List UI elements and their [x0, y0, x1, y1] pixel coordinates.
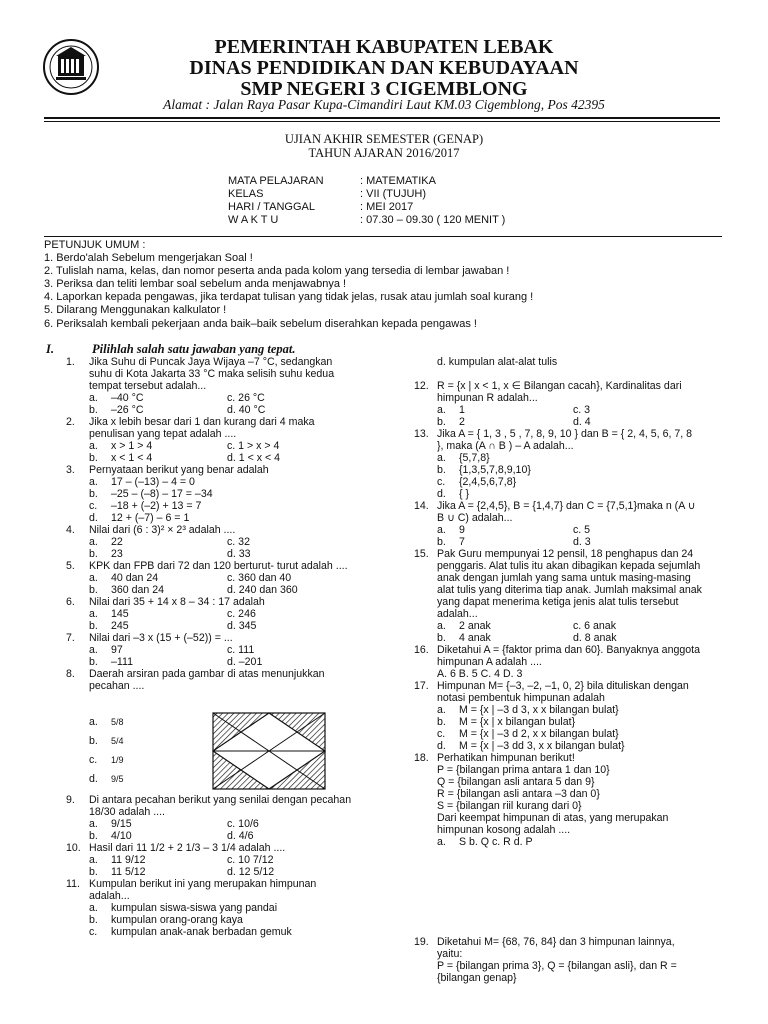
question-text: yaitu:: [437, 948, 463, 960]
option-text: 12 + (–7) – 6 = 1: [111, 512, 190, 524]
question-number: 2.: [66, 416, 75, 428]
question-line: [66, 512, 348, 524]
instruction-line: 2. Tulislah nama, kelas, dan nomor peserta anda pada kolom yang tersedia di lembar jawaban !: [44, 265, 510, 278]
question-line: [414, 560, 702, 572]
question-line: [66, 404, 348, 416]
option-text: {2,4,5,6,7,8}: [459, 476, 517, 488]
question-line: [414, 836, 702, 848]
header-department: DINAS PENDIDIKAN DAN KEBUDAYAAN: [189, 57, 579, 79]
question-line: [66, 368, 348, 380]
question-line: [414, 948, 677, 960]
question-text: Jika Suhu di Puncak Jaya Wijaya –7 °C, sedangkan: [89, 356, 333, 368]
question-text: Q = {bilangan asli antara 5 dan 9}: [437, 776, 595, 788]
question-line: [414, 368, 702, 380]
question-line: [414, 716, 702, 728]
questions-left-column: [66, 356, 348, 692]
option-text: d. 33: [227, 548, 251, 560]
question-line: [414, 788, 702, 800]
question-line: [66, 644, 348, 656]
meta-divider: [44, 236, 722, 237]
question-number: 15.: [414, 548, 429, 560]
option-text: –111: [111, 656, 133, 668]
question-line: [66, 818, 351, 830]
question-text: R = {bilangan asli antara –3 dan 0}: [437, 788, 600, 800]
option-text: c. 1 > x > 4: [227, 440, 280, 452]
question-line: [414, 752, 702, 764]
option-text: d. 3: [573, 536, 591, 548]
option-letter: c.: [89, 500, 98, 512]
question-line: [414, 512, 702, 524]
option-text: –18 + (–2) + 13 = 7: [111, 500, 202, 512]
option-text: c. 3: [573, 404, 591, 416]
question-number: 8.: [66, 668, 75, 680]
option-text: 360 dan 24: [111, 584, 165, 596]
question-text: Jika A = {2,4,5}, B = {1,4,7} dan C = {7,5,1}maka n (A ∪: [437, 500, 696, 512]
question-line: [66, 806, 351, 818]
question-text: adalah...: [437, 608, 478, 620]
question-text: anak dengan jumlah yang sama untuk masing-masing: [437, 572, 691, 584]
option-text: 4/10: [111, 830, 132, 842]
meta-value: : MATEMATIKA: [360, 175, 436, 187]
question-number: 9.: [66, 794, 75, 806]
option-text: 2 anak: [459, 620, 491, 632]
question-line: [414, 620, 702, 632]
option-letter: a.: [437, 620, 446, 632]
option-text: M = {x | –3 d 3, x x bilangan bulat}: [459, 704, 619, 716]
header-government: PEMERINTAH KABUPATEN LEBAK: [214, 36, 554, 58]
option-text: M = {x | –3 dd 3, x x bilangan bulat}: [459, 740, 625, 752]
option-text: c. 26 °C: [227, 392, 265, 404]
option-text: M = {x | –3 d 2, x x bilangan bulat}: [459, 728, 619, 740]
option-letter: c.: [437, 728, 446, 740]
question-line: [414, 740, 702, 752]
question-text: Kumpulan berikut ini yang merupakan himpunan: [89, 878, 317, 890]
section-title: Pilihlah salah satu jawaban yang tepat.: [92, 342, 296, 356]
question-text: Himpunan M= {–3, –2, –1, 0, 2} bila dituliskan dengan: [437, 680, 689, 692]
option-text: 2: [459, 416, 465, 428]
question-line: [414, 960, 677, 972]
meta-key: MATA PELAJARAN: [228, 175, 324, 187]
question-number: 3.: [66, 464, 75, 476]
option-text: 9/15: [111, 818, 132, 830]
instruction-line: 4. Laporkan kepada pengawas, jika terdapat tulisan yang tidak jelas, rusak atau jumlah soal kurang !: [44, 291, 534, 304]
option-letter: a.: [89, 476, 98, 488]
option-letter: a.: [437, 404, 446, 416]
exam-year: TAHUN AJARAN 2016/2017: [308, 146, 460, 160]
question-line: [414, 692, 702, 704]
question-text: penulisan yang tepat adalah ....: [89, 428, 237, 440]
question-line: [414, 800, 702, 812]
option-letter: b.: [89, 452, 98, 464]
option-letter: c.: [89, 754, 98, 766]
question-line: [66, 842, 351, 854]
question-8-option: [66, 773, 124, 792]
option-text: c. 6 anak: [573, 620, 616, 632]
question-8-option: [66, 716, 124, 735]
question-line: [414, 452, 702, 464]
instruction-line: 1. Berdo'alah Sebelum mengerjakan Soal !: [44, 252, 253, 265]
option-text: d. 8 anak: [573, 632, 617, 644]
question-line: [414, 704, 702, 716]
question-number: 16.: [414, 644, 429, 656]
question-text: suhu di Kota Jakarta 33 °C maka selisih suhu kedua: [89, 368, 335, 380]
option-text: d. 12 5/12: [227, 866, 275, 878]
questions-right-column-continued: [414, 936, 677, 984]
question-line: [414, 668, 702, 680]
question-line: [66, 392, 348, 404]
question-line: [66, 560, 348, 572]
question-text: Nilai dari 35 + 14 x 8 – 34 : 17 adalah: [89, 596, 265, 608]
option-letter: a.: [89, 572, 98, 584]
question-number: 10.: [66, 842, 81, 854]
option-letter: d.: [89, 773, 98, 785]
option-letter: a.: [89, 608, 98, 620]
question-number: 5.: [66, 560, 75, 572]
option-letter: b.: [89, 866, 98, 878]
meta-row: [228, 175, 505, 188]
exam-title: UJIAN AKHIR SEMESTER (GENAP): [284, 132, 484, 146]
question-number: 18.: [414, 752, 429, 764]
question-line: [414, 812, 702, 824]
option-letter: a.: [89, 854, 98, 866]
question-line: [66, 488, 348, 500]
meta-key: W A K T U: [228, 214, 279, 226]
option-text: 23: [111, 548, 123, 560]
question-text: R = {x | x < 1, x ∈ Bilangan cacah}, Kardinalitas dari: [437, 380, 682, 392]
question-text: B ∪ C) adalah...: [437, 512, 513, 524]
option-letter: a.: [89, 818, 98, 830]
option-letter: a.: [437, 704, 446, 716]
question-line: [414, 536, 702, 548]
option-letter: a.: [89, 440, 98, 452]
option-text: c. 32: [227, 536, 250, 548]
option-letter: a.: [89, 536, 98, 548]
instructions: [44, 239, 533, 331]
option-text: 245: [111, 620, 129, 632]
instruction-line: 3. Periksa dan teliti lembar soal sebelum anda menjawabnya !: [44, 278, 347, 291]
header-divider-thick: [44, 117, 720, 119]
question-line: [66, 596, 348, 608]
question-line: [414, 416, 702, 428]
option-fraction: 5/4: [111, 736, 124, 746]
question-line: [66, 902, 351, 914]
option-text: –40 °C: [111, 392, 144, 404]
question-line: [66, 656, 348, 668]
option-text: kumpulan anak-anak berbadan gemuk: [111, 926, 292, 938]
option-letter: b.: [89, 735, 98, 747]
question-line: [66, 584, 348, 596]
instruction-line: 5. Dilarang Menggunakan kalkulator !: [44, 304, 227, 317]
option-letter: c.: [89, 926, 98, 938]
question-line: [66, 548, 348, 560]
question-text: notasi pembentuk himpunan adalah: [437, 692, 605, 704]
question-text: tempat tersebut adalah...: [89, 380, 207, 392]
option-text: x > 1 > 4: [111, 440, 153, 452]
option-letter: a.: [89, 716, 98, 728]
question-text: Daerah arsiran pada gambar di atas menunjukkan: [89, 668, 325, 680]
instruction-line: 6. Periksalah kembali pekerjaan anda baik–baik sebelum diserahkan kepada pengawas !: [44, 317, 477, 330]
question-line: [66, 428, 348, 440]
question-number: 17.: [414, 680, 429, 692]
question-text: 18/30 adalah ....: [89, 806, 165, 818]
question-line: [66, 830, 351, 842]
option-text: d. –201: [227, 656, 263, 668]
question-line: [414, 584, 702, 596]
question-line: [414, 608, 702, 620]
meta-value: : 07.30 – 09.30 ( 120 MENIT ): [360, 214, 506, 226]
question-line: [66, 500, 348, 512]
question-text: Pak Guru mempunyai 12 pensil, 18 penghapus dan 24: [437, 548, 694, 560]
question-line: [66, 866, 351, 878]
question-text: himpunan kosong adalah ....: [437, 824, 571, 836]
question-line: [414, 936, 677, 948]
question-number: 1.: [66, 356, 75, 368]
question-text: Diketahui A = {faktor prima dan 60}. Banyaknya anggota: [437, 644, 700, 656]
question-line: [414, 728, 702, 740]
question-line: [66, 476, 348, 488]
option-letter: a.: [437, 836, 446, 848]
question-line: [66, 572, 348, 584]
question-number: 14.: [414, 500, 429, 512]
question-line: [414, 428, 702, 440]
meta-value: : MEI 2017: [360, 201, 414, 213]
question-line: [66, 380, 348, 392]
option-letter: b.: [89, 404, 98, 416]
question-text: S = {bilangan riil kurang dari 0}: [437, 800, 582, 812]
question-line: [66, 620, 348, 632]
option-text: d. 4/6: [227, 830, 254, 842]
question-line: [66, 878, 351, 890]
question-text: Jika x lebih besar dari 1 dan kurang dari 4 maka: [89, 416, 315, 428]
option-text: 11 9/12: [111, 854, 146, 866]
question-line: [66, 890, 351, 902]
option-text: d. 4: [573, 416, 591, 428]
option-text: 11 5/12: [111, 866, 146, 878]
question-line: [414, 380, 702, 392]
option-text: S b. Q c. R d. P: [459, 836, 533, 848]
option-letter: b.: [89, 914, 98, 926]
exam-meta: [228, 175, 505, 227]
option-text: d. 40 °C: [227, 404, 266, 416]
option-text: 97: [111, 644, 123, 656]
question-line: [414, 972, 677, 984]
option-text: c. 5: [573, 524, 591, 536]
meta-row: [228, 188, 505, 201]
question-8-option: [66, 754, 124, 773]
option-letter: b.: [437, 632, 446, 644]
question-line: [414, 764, 702, 776]
question-text: Di antara pecahan berikut yang senilai dengan pecahan: [89, 794, 352, 806]
question-line: [414, 356, 702, 368]
header-divider-thin: [44, 121, 720, 122]
question-number: 6.: [66, 596, 75, 608]
question-line: [414, 476, 702, 488]
option-letter: a.: [89, 644, 98, 656]
question-text: }, maka (A ∩ B ) – A adalah...: [437, 440, 574, 452]
option-letter: b.: [89, 548, 98, 560]
question-line: [414, 392, 702, 404]
questions-left-column-continued: [66, 794, 351, 938]
option-text: c. 246: [227, 608, 256, 620]
question-line: [414, 824, 702, 836]
option-letter: b.: [437, 416, 446, 428]
option-text: d. 1 < x < 4: [227, 452, 281, 464]
question-number: 11.: [66, 878, 80, 890]
option-text: c. 111: [227, 644, 255, 656]
question-text: Perhatikan himpunan berikut!: [437, 752, 575, 764]
question-text: A. 6 B. 5 C. 4 D. 3: [437, 668, 523, 680]
question-text: himpunan A adalah ....: [437, 656, 542, 668]
option-letter: a.: [437, 524, 446, 536]
option-fraction: 5/8: [111, 717, 124, 727]
question-number: 7.: [66, 632, 75, 644]
question-8-options: [66, 716, 124, 792]
section-heading: [46, 342, 296, 357]
meta-key: KELAS: [228, 188, 264, 200]
option-letter: a.: [437, 452, 446, 464]
question-line: [66, 524, 348, 536]
option-text: { }: [459, 488, 470, 500]
header-school: SMP NEGERI 3 CIGEMBLONG: [240, 78, 528, 100]
question-line: [414, 404, 702, 416]
question-line: [66, 926, 351, 938]
option-letter: d.: [437, 740, 446, 752]
question-line: [66, 536, 348, 548]
question-text: Nilai dari (6 : 3)² × 2³ adalah ....: [89, 524, 236, 536]
header-address: Alamat : Jalan Raya Pasar Kupa-Cimandiri Laut KM.03 Cigemblong, Pos 42395: [163, 97, 605, 112]
option-text: 145: [111, 608, 129, 620]
question-line: [66, 452, 348, 464]
questions-right-column: [414, 356, 702, 848]
question-line: [414, 632, 702, 644]
question-text: alat tulis yang diterima tiap anak. Jumlah maksimal anak: [437, 584, 702, 596]
question-text: Dari keempat himpunan di atas, yang merupakan: [437, 812, 669, 824]
question-line: [66, 914, 351, 926]
option-letter: a.: [89, 392, 98, 404]
option-letter: d.: [437, 488, 446, 500]
question-line: [414, 596, 702, 608]
option-text: 40 dan 24: [111, 572, 159, 584]
question-line: [66, 668, 348, 680]
option-text: 9: [459, 524, 465, 536]
question-text: {bilangan genap}: [437, 972, 517, 984]
question-text: Pernyataan berikut yang benar adalah: [89, 464, 269, 476]
section-number: I.: [46, 342, 54, 356]
question-line: [414, 464, 702, 476]
instruction-line: PETUNJUK UMUM :: [44, 239, 146, 251]
question-number: 19.: [414, 936, 429, 948]
question-line: [414, 656, 702, 668]
question-number: 4.: [66, 524, 75, 536]
option-text: M = {x | x bilangan bulat}: [459, 716, 576, 728]
question-line: [66, 854, 351, 866]
option-letter: b.: [89, 656, 98, 668]
option-text: kumpulan orang-orang kaya: [111, 914, 243, 926]
option-text: –26 °C: [111, 404, 144, 416]
question-8-figure: [212, 712, 326, 790]
question-line: [66, 608, 348, 620]
question-line: [414, 776, 702, 788]
question-line: [414, 644, 702, 656]
question-text: Hasil dari 11 1/2 + 2 1/3 – 3 1/4 adalah ....: [89, 842, 286, 854]
question-line: [66, 416, 348, 428]
option-text: 22: [111, 536, 123, 548]
question-text: P = {bilangan prima 3}, Q = {bilangan asli}, dan R =: [437, 960, 677, 972]
option-letter: a.: [89, 902, 98, 914]
option-fraction: 9/5: [111, 774, 124, 784]
question-text: Jika A = { 1, 3 , 5 , 7, 8, 9, 10 } dan B = { 2, 4, 5, 6, 7, 8: [437, 428, 693, 440]
option-text: d. 345: [227, 620, 257, 632]
question-line: [414, 524, 702, 536]
question-8-option: [66, 735, 124, 754]
question-line: [414, 488, 702, 500]
option-text: {5,7,8}: [459, 452, 490, 464]
question-line: [414, 500, 702, 512]
option-letter: c.: [437, 476, 446, 488]
question-text: yang dapat menerima ketiga jenis alat tulis tersebut: [437, 596, 679, 608]
option-text: kumpulan siswa-siswa yang pandai: [111, 902, 278, 914]
option-letter: b.: [89, 620, 98, 632]
meta-row: [228, 201, 505, 214]
question-text: P = {bilangan prima antara 1 dan 10}: [437, 764, 610, 776]
option-text: {1,3,5,7,8,9,10}: [459, 464, 531, 476]
question-line: [414, 440, 702, 452]
question-line: [66, 440, 348, 452]
question-text: KPK dan FPB dari 72 dan 120 berturut- turut adalah ....: [89, 560, 348, 572]
option-text: d. 240 dan 360: [227, 584, 298, 596]
question-text: adalah...: [89, 890, 130, 902]
question-line: [414, 548, 702, 560]
question-text: d. kumpulan alat-alat tulis: [437, 356, 558, 368]
option-letter: b.: [437, 716, 446, 728]
question-line: [414, 680, 702, 692]
option-text: 17 – (–13) – 4 = 0: [111, 476, 195, 488]
option-text: 4 anak: [459, 632, 491, 644]
question-number: 12.: [414, 380, 429, 392]
option-letter: d.: [89, 512, 98, 524]
question-line: [66, 680, 348, 692]
question-number: 13.: [414, 428, 429, 440]
option-letter: b.: [437, 464, 446, 476]
option-text: x < 1 < 4: [111, 452, 153, 464]
question-line: [66, 794, 351, 806]
option-text: 7: [459, 536, 465, 548]
option-text: c. 10/6: [227, 818, 259, 830]
question-text: penggaris. Alat tulis itu akan dibagikan kepada sejumlah: [437, 560, 701, 572]
option-letter: b.: [89, 584, 98, 596]
question-line: [66, 632, 348, 644]
option-letter: b.: [437, 536, 446, 548]
question-text: Nilai dari –3 x (15 + (–52)) = ...: [89, 632, 233, 644]
meta-key: HARI / TANGGAL: [228, 201, 316, 213]
question-line: [66, 356, 348, 368]
option-fraction: 1/9: [111, 755, 124, 765]
option-letter: b.: [89, 830, 98, 842]
question-text: Diketahui M= {68, 76, 84} dan 3 himpunan lainnya,: [437, 936, 675, 948]
question-text: himpunan R adalah...: [437, 392, 538, 404]
option-text: 1: [459, 404, 465, 416]
option-text: c. 10 7/12: [227, 854, 274, 866]
meta-row: [228, 214, 505, 227]
option-text: –25 – (–8) – 17 = –34: [111, 488, 213, 500]
option-letter: b.: [89, 488, 98, 500]
question-line: [414, 572, 702, 584]
question-line: [66, 464, 348, 476]
option-text: c. 360 dan 40: [227, 572, 292, 584]
meta-value: : VII (TUJUH): [360, 188, 426, 200]
question-text: pecahan ....: [89, 680, 145, 692]
